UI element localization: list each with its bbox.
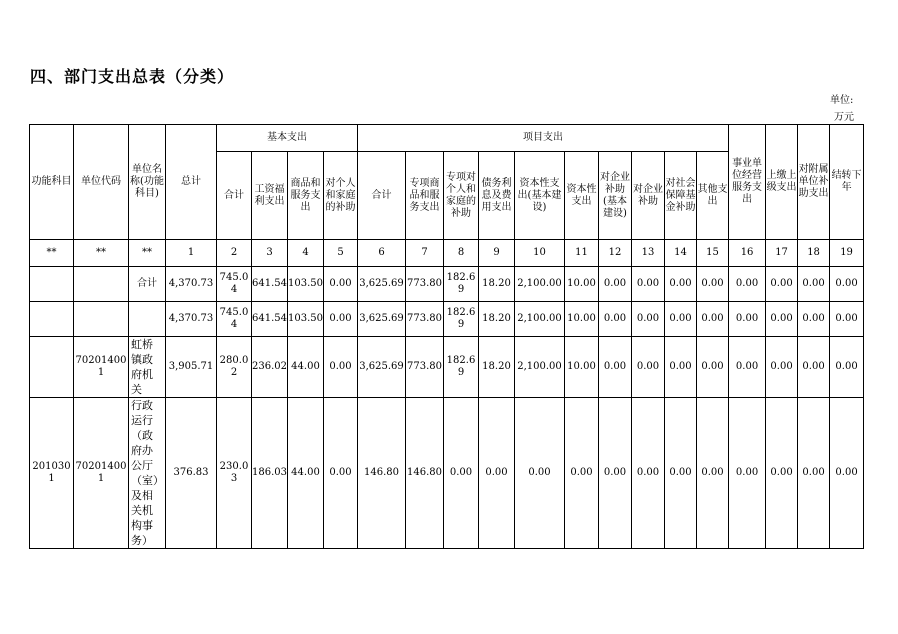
header-enterprise-basic: 对企业补助(基本建设) xyxy=(599,152,632,240)
amount-cell: 0.00 xyxy=(324,302,358,337)
index-cell: 19 xyxy=(830,240,864,267)
amount-cell: 230.03 xyxy=(217,398,252,549)
unit-code-cell: 702014001 xyxy=(74,337,129,398)
amount-cell: 0.00 xyxy=(729,398,766,549)
amount-cell: 103.50 xyxy=(288,267,324,302)
amount-cell: 641.54 xyxy=(252,302,288,337)
header-carry: 结转下年 xyxy=(830,125,864,240)
header-capital: 资本性支出 xyxy=(565,152,599,240)
amount-cell: 0.00 xyxy=(766,302,798,337)
header-basic-group: 基本支出 xyxy=(217,125,358,152)
index-cell: 7 xyxy=(406,240,444,267)
unit-name-cell: 行政运行（政府办公厅（室）及相关机构事务） xyxy=(129,398,166,549)
header-business: 事业单位经营服务支出 xyxy=(729,125,766,240)
amount-cell: 0.00 xyxy=(729,302,766,337)
amount-cell: 0.00 xyxy=(599,267,632,302)
amount-cell: 3,625.69 xyxy=(358,267,406,302)
amount-cell: 0.00 xyxy=(479,398,515,549)
index-cell: 17 xyxy=(766,240,798,267)
amount-cell: 18.20 xyxy=(479,267,515,302)
amount-cell: 0.00 xyxy=(729,267,766,302)
amount-cell: 182.69 xyxy=(444,337,479,398)
header-special: 专项商品和服务支出 xyxy=(406,152,444,240)
index-cell: 2 xyxy=(217,240,252,267)
header-goods: 商品和服务支出 xyxy=(288,152,324,240)
amount-cell: 0.00 xyxy=(798,267,830,302)
header-other: 其他支出 xyxy=(697,152,729,240)
amount-cell: 0.00 xyxy=(599,302,632,337)
amount-cell: 0.00 xyxy=(697,398,729,549)
amount-cell: 0.00 xyxy=(798,398,830,549)
index-cell: 16 xyxy=(729,240,766,267)
amount-cell: 44.00 xyxy=(288,398,324,549)
header-project-group: 项目支出 xyxy=(358,125,729,152)
amount-cell: 2,100.00 xyxy=(515,337,565,398)
index-cell: ** xyxy=(74,240,129,267)
index-cell: 3 xyxy=(252,240,288,267)
index-cell: 12 xyxy=(599,240,632,267)
amount-cell: 0.00 xyxy=(324,337,358,398)
amount-cell: 745.04 xyxy=(217,267,252,302)
amount-cell: 10.00 xyxy=(565,302,599,337)
amount-cell: 0.00 xyxy=(632,398,665,549)
index-cell: ** xyxy=(129,240,166,267)
index-cell: 18 xyxy=(798,240,830,267)
amount-cell: 0.00 xyxy=(830,337,864,398)
expenditure-table xyxy=(29,124,864,549)
amount-cell: 0.00 xyxy=(515,398,565,549)
header-func-code: 功能科目 xyxy=(30,125,74,240)
amount-cell: 0.00 xyxy=(599,337,632,398)
index-cell: 5 xyxy=(324,240,358,267)
unit-code-cell: 702014001 xyxy=(74,398,129,549)
amount-cell: 3,625.69 xyxy=(358,337,406,398)
unit-name-cell: 虹桥镇政府机关 xyxy=(129,337,166,398)
amount-cell: 641.54 xyxy=(252,267,288,302)
amount-cell: 4,370.73 xyxy=(166,302,217,337)
header-total: 总计 xyxy=(166,125,217,240)
amount-cell: 0.00 xyxy=(324,398,358,549)
amount-cell: 0.00 xyxy=(665,302,697,337)
amount-cell: 0.00 xyxy=(729,337,766,398)
amount-cell: 280.02 xyxy=(217,337,252,398)
header-proj-sum: 合计 xyxy=(358,152,406,240)
amount-cell: 0.00 xyxy=(565,398,599,549)
amount-cell: 0.00 xyxy=(798,302,830,337)
unit-label: 单位: xyxy=(830,95,854,106)
amount-cell: 0.00 xyxy=(697,267,729,302)
header-subsidy: 对个人和家庭的补助 xyxy=(324,152,358,240)
index-cell: 9 xyxy=(479,240,515,267)
amount-cell: 0.00 xyxy=(697,302,729,337)
func-code-cell xyxy=(30,302,74,337)
amount-cell: 18.20 xyxy=(479,337,515,398)
func-code-cell xyxy=(30,267,74,302)
amount-cell: 146.80 xyxy=(406,398,444,549)
header-enterprise: 对企业补助 xyxy=(632,152,665,240)
amount-cell: 0.00 xyxy=(599,398,632,549)
header-salary: 工资福利支出 xyxy=(252,152,288,240)
amount-cell: 0.00 xyxy=(665,398,697,549)
amount-cell: 0.00 xyxy=(766,337,798,398)
page-title: 四、部门支出总表（分类） xyxy=(30,67,235,86)
amount-cell: 10.00 xyxy=(565,337,599,398)
index-cell: 1 xyxy=(166,240,217,267)
amount-cell: 0.00 xyxy=(830,302,864,337)
amount-cell: 2,100.00 xyxy=(515,302,565,337)
unit-value: 万元 xyxy=(834,112,854,123)
amount-cell: 773.80 xyxy=(406,302,444,337)
table-row xyxy=(30,267,864,302)
header-capital-basic: 资本性支出(基本建设) xyxy=(515,152,565,240)
index-cell: 13 xyxy=(632,240,665,267)
unit-code-cell xyxy=(74,267,129,302)
header-proj-subsidy: 专项对个人和家庭的补助 xyxy=(444,152,479,240)
amount-cell: 182.69 xyxy=(444,302,479,337)
header-unit-name: 单位名称(功能科目) xyxy=(129,125,166,240)
header-debt: 债务利息及费用支出 xyxy=(479,152,515,240)
header-affiliated: 对附属单位补助支出 xyxy=(798,125,830,240)
amount-cell: 0.00 xyxy=(632,337,665,398)
amount-cell: 103.50 xyxy=(288,302,324,337)
unit-code-cell xyxy=(74,302,129,337)
amount-cell: 773.80 xyxy=(406,337,444,398)
func-code-cell xyxy=(30,337,74,398)
index-cell: 14 xyxy=(665,240,697,267)
amount-cell: 0.00 xyxy=(632,302,665,337)
table-row xyxy=(30,302,864,337)
amount-cell: 182.69 xyxy=(444,267,479,302)
amount-cell: 0.00 xyxy=(665,267,697,302)
table-row xyxy=(30,337,864,398)
amount-cell: 376.83 xyxy=(166,398,217,549)
index-cell: 6 xyxy=(358,240,406,267)
amount-cell: 3,625.69 xyxy=(358,302,406,337)
amount-cell: 236.02 xyxy=(252,337,288,398)
func-code-cell: 2010301 xyxy=(30,398,74,549)
amount-cell: 773.80 xyxy=(406,267,444,302)
unit-name-cell: 合计 xyxy=(129,267,166,302)
index-cell: 8 xyxy=(444,240,479,267)
amount-cell: 3,905.71 xyxy=(166,337,217,398)
header-remit: 上缴上级支出 xyxy=(766,125,798,240)
header-unit-code: 单位代码 xyxy=(74,125,129,240)
table-row xyxy=(30,398,864,549)
header-basic-sum: 合计 xyxy=(217,152,252,240)
amount-cell: 0.00 xyxy=(830,267,864,302)
amount-cell: 0.00 xyxy=(798,337,830,398)
index-cell: ** xyxy=(30,240,74,267)
header-social: 对社会保障基金补助 xyxy=(665,152,697,240)
amount-cell: 4,370.73 xyxy=(166,267,217,302)
amount-cell: 146.80 xyxy=(358,398,406,549)
amount-cell: 745.04 xyxy=(217,302,252,337)
index-row xyxy=(30,240,864,267)
amount-cell: 0.00 xyxy=(632,267,665,302)
amount-cell: 2,100.00 xyxy=(515,267,565,302)
amount-cell: 18.20 xyxy=(479,302,515,337)
unit-name-cell xyxy=(129,302,166,337)
index-cell: 4 xyxy=(288,240,324,267)
amount-cell: 0.00 xyxy=(830,398,864,549)
amount-cell: 0.00 xyxy=(444,398,479,549)
amount-cell: 44.00 xyxy=(288,337,324,398)
amount-cell: 0.00 xyxy=(766,398,798,549)
index-cell: 15 xyxy=(697,240,729,267)
index-cell: 10 xyxy=(515,240,565,267)
amount-cell: 0.00 xyxy=(665,337,697,398)
index-cell: 11 xyxy=(565,240,599,267)
amount-cell: 0.00 xyxy=(324,267,358,302)
amount-cell: 0.00 xyxy=(697,337,729,398)
amount-cell: 0.00 xyxy=(766,267,798,302)
amount-cell: 10.00 xyxy=(565,267,599,302)
amount-cell: 186.03 xyxy=(252,398,288,549)
